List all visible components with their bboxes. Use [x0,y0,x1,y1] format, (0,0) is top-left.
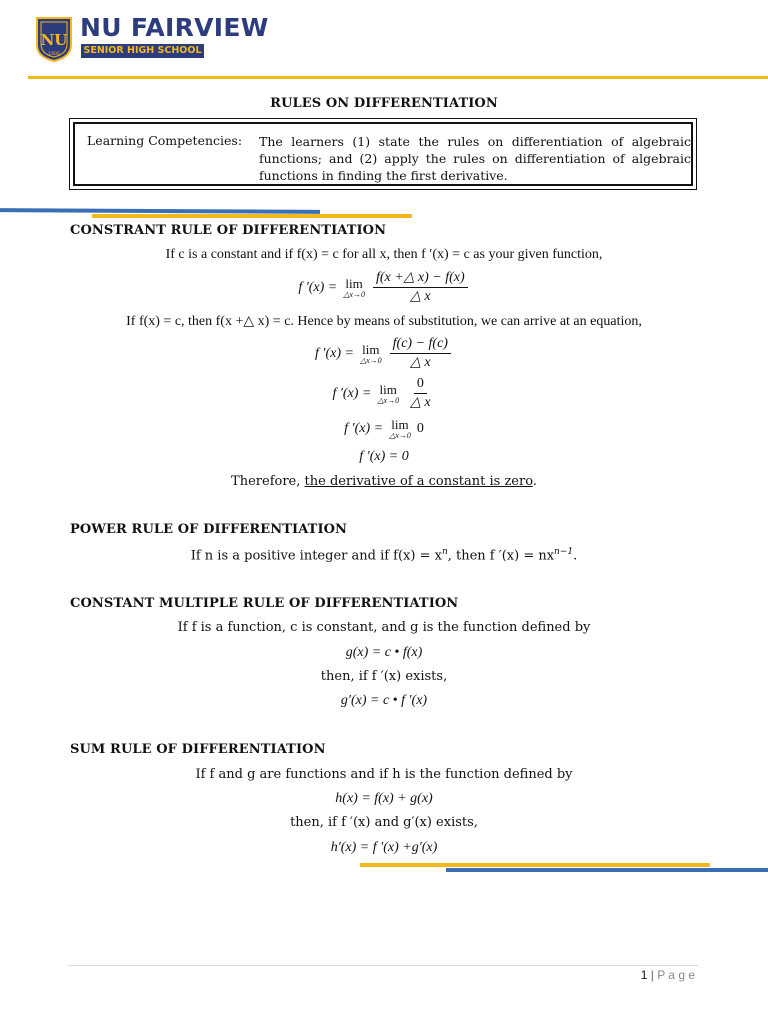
competencies-text: The learners (1) state the rules on differentiation of algebraic functions; and (2) apply the rules on differentiation of algebraic functions in finding the first derivative. [259,134,691,183]
page-title: RULES ON DIFFERENTIATION [270,96,498,111]
competencies-label: Learning Competencies: [87,133,243,148]
constant-rule-line2: If f(x) = c, then f(x +△ x) = c. Hence by means of substitution, we can arrive at an equation, [126,314,642,329]
constant-multiple-line2: then, if f ′(x) exists, [320,669,448,684]
sum-rule-line2: then, if f ′(x) and g′(x) exists, [290,815,478,830]
school-name: NU FAIRVIEW [80,13,269,42]
equation-zero-fraction: f ′(x) = lim △x→0 $\frac{0}{\triangle x}$ [332,376,431,411]
constant-rule-line1: If c is a constant and if f(x) = c for all x, then f ′(x) = c as your given function, [165,247,603,262]
constant-multiple-eq1: g(x) = c • f(x) [345,645,423,660]
footer-rule [68,965,698,966]
equation-definition: f ′(x) = lim △x→0 $\frac{f(x +\triangle x) - f(x)}{\triangle x}$ [0,270,768,305]
constant-multiple-eq2: g′(x) = c • f ′(x) [340,693,428,708]
logo-year: 1900 [48,52,60,57]
conclusion-underlined: the derivative of a constant is zero [304,474,533,489]
constant-multiple-rule-heading: CONSTANT MULTIPLE RULE OF DIFFERENTIATION [70,596,459,611]
stripe-gold-bottom [360,863,710,867]
stripe-gold [92,214,412,218]
equation-limit-zero: f ′(x) = lim △x→0 0 [344,417,424,440]
sum-rule-line1: If f and g are functions and if h is the function defined by [195,767,573,782]
stripe-blue-bottom [446,868,768,872]
sum-rule-eq1: h(x) = f(x) + g(x) [335,791,433,806]
competencies-box [69,118,697,190]
equation-substitution: f ′(x) = lim △x→0 $\frac{f(c) - f(c)}{\triangle x}$ [0,336,768,371]
school-subtitle: SENIOR HIGH SCHOOL [81,44,204,58]
stripe-blue [0,208,320,214]
equation-result: f ′(x) = 0 [359,449,409,464]
logo-monogram: NU [40,31,68,49]
constant-multiple-line1: If f is a function, c is constant, and g is the function defined by [177,620,591,635]
power-rule-statement: If n is a positive integer and if $f(x) = x^n$, then f $'(x) = nx^{n-1}$. [190,547,578,564]
page-number: 1 | P a g e [640,968,695,982]
constant-rule-heading: CONSTRANT RULE OF DIFFERENTIATION [70,223,387,238]
sum-rule-heading: SUM RULE OF DIFFERENTIATION [70,742,326,757]
school-logo-emblem [34,15,74,63]
power-rule-heading: POWER RULE OF DIFFERENTIATION [70,522,348,537]
constant-rule-conclusion: Therefore, the derivative of a constant is zero. [231,474,537,489]
header-gold-line [28,76,768,79]
sum-rule-eq2: h′(x) = f ′(x) +g′(x) [330,840,438,855]
